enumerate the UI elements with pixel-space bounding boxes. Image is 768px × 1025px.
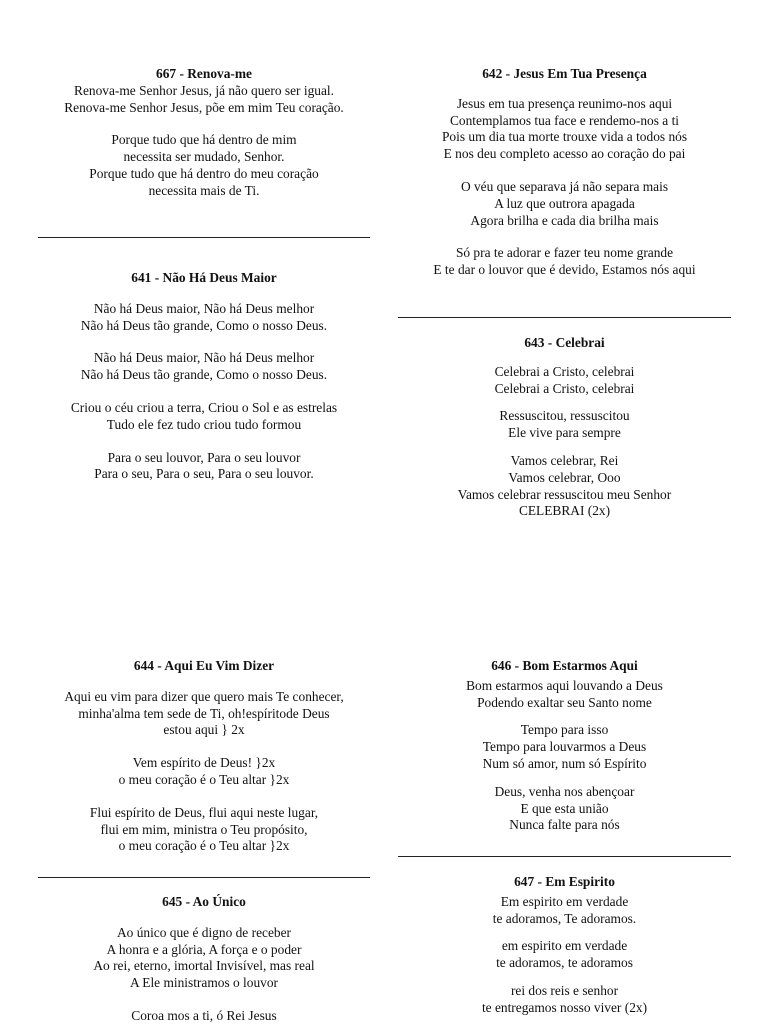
lyric-line: Ele vive para sempre <box>508 425 621 441</box>
lyric-line: E te dar o louvor que é devido, Estamos nós aqui <box>433 262 696 278</box>
lyric-line: te entregamos nosso viver (2x) <box>481 999 648 1015</box>
stanza <box>38 83 370 117</box>
lyric-line: A Ele ministramos o louvor <box>129 975 279 991</box>
lyric-line: Tempo para louvarmos a Deus <box>482 739 647 755</box>
lyric-line: CELEBRAI (2x) <box>518 503 611 519</box>
stanza <box>398 453 731 520</box>
stanza <box>38 450 370 484</box>
song-643 <box>398 335 731 520</box>
song-title: 646 - Bom Estarmos Aqui <box>491 658 638 673</box>
lyric-line: Porque tudo que há dentro do meu coração <box>89 165 319 181</box>
song-641 <box>38 270 370 483</box>
lyric-line: Deus, venha nos abençoar <box>494 783 635 799</box>
divider <box>398 856 731 857</box>
lyric-line: o meu coração é o Teu altar }2x <box>118 838 290 854</box>
song-645 <box>38 894 370 1025</box>
song-644 <box>38 658 370 855</box>
stanza <box>398 96 731 163</box>
left-column <box>38 0 370 1024</box>
stanza <box>398 245 731 279</box>
stanza <box>398 179 731 229</box>
lyric-line: Renova-me Senhor Jesus, põe em mim Teu coração. <box>64 99 344 115</box>
lyric-line: em espirito em verdade <box>501 938 628 954</box>
lyric-line: Coroa mos a ti, ó Rei Jesus <box>131 1007 277 1023</box>
stanza <box>38 350 370 384</box>
stanza <box>38 689 370 739</box>
song-642 <box>398 66 731 279</box>
lyric-line: minha'alma tem sede de Ti, oh!espíritode Deus <box>78 705 330 721</box>
lyric-line: Vamos celebrar ressuscitou meu Senhor <box>457 486 672 502</box>
lyric-line: Ressuscitou, ressuscitou <box>499 408 630 424</box>
lyric-line: Não há Deus tão grande, Como o nosso Deus. <box>80 317 328 333</box>
lyric-line: O véu que separava já não separa mais <box>460 178 669 194</box>
stanza <box>38 755 370 789</box>
stanza <box>398 983 731 1017</box>
lyric-line: Só pra te adorar e fazer teu nome grande <box>455 245 674 261</box>
stanza <box>398 894 731 928</box>
lyric-line: Renova-me Senhor Jesus, já não quero ser igual. <box>74 82 334 98</box>
lyric-line: A luz que outrora apagada <box>494 195 635 211</box>
lyric-line: Celebrai a Cristo, celebrai <box>494 380 635 396</box>
stanza <box>38 805 370 855</box>
stanza <box>398 408 731 442</box>
lyric-line: Ao rei, eterno, imortal Invisível, mas real <box>93 958 315 974</box>
lyric-line: Não há Deus tão grande, Como o nosso Deus. <box>80 367 328 383</box>
lyric-line: Não há Deus maior, Não há Deus melhor <box>93 300 315 316</box>
lyric-line: rei dos reis e senhor <box>510 982 619 998</box>
lyric-line: E nos deu completo acesso ao coração do pai <box>443 146 686 162</box>
lyric-line: Aqui eu vim para dizer que quero mais Te conhecer, <box>64 688 344 704</box>
stanza <box>398 722 731 772</box>
lyric-line: Agora brilha e cada dia brilha mais <box>470 212 659 228</box>
lyric-line: estou aqui } 2x <box>163 722 245 738</box>
song-title: 641 - Não Há Deus Maior <box>131 270 277 285</box>
lyric-line: Vem espírito de Deus! }2x <box>132 755 276 771</box>
lyric-line: Para o seu louvor, Para o seu louvor <box>107 449 301 465</box>
song-title: 647 - Em Espirito <box>514 874 615 889</box>
song-667 <box>38 66 370 200</box>
lyric-line: te adoramos, Te adoramos. <box>492 910 637 926</box>
divider <box>38 237 370 238</box>
lyric-line: Criou o céu criou a terra, Criou o Sol e as estrelas <box>70 399 338 415</box>
lyric-line: necessita mais de Ti. <box>148 182 260 198</box>
song-646 <box>398 658 731 834</box>
stanza <box>398 938 731 972</box>
stanza <box>38 1008 370 1025</box>
lyric-line: Vamos celebrar, Rei <box>510 452 619 468</box>
song-title: 667 - Renova-me <box>156 66 252 81</box>
lyric-line: Vamos celebrar, Ooo <box>508 469 621 485</box>
stanza <box>398 364 731 398</box>
stanza <box>38 400 370 434</box>
stanza <box>38 925 370 992</box>
song-title: 645 - Ao Único <box>162 894 246 909</box>
song-title: 643 - Celebrai <box>524 335 605 350</box>
song-title: 644 - Aqui Eu Vim Dizer <box>133 658 275 673</box>
lyric-line: Ao único que é digno de receber <box>116 924 291 940</box>
lyric-line: Em espirito em verdade <box>500 893 629 909</box>
lyric-line: flui em mim, ministra o Teu propósito, <box>100 821 308 837</box>
lyric-line: Porque tudo que há dentro de mim <box>111 132 297 148</box>
lyric-line: E que esta união <box>520 800 609 816</box>
lyric-line: te adoramos, te adoramos <box>496 955 633 971</box>
song-647 <box>398 874 731 1017</box>
lyric-line: Num só amor, num só Espírito <box>482 755 647 771</box>
lyric-line: Jesus em tua presença reunimo-nos aqui <box>456 95 673 111</box>
lyric-line: Celebrai a Cristo, celebrai <box>494 363 635 379</box>
lyric-line: Não há Deus maior, Não há Deus melhor <box>93 350 315 366</box>
divider <box>38 877 370 878</box>
lyric-line: Nunca falte para nós <box>509 817 620 833</box>
song-title: 642 - Jesus Em Tua Presença <box>482 66 647 81</box>
lyric-line: Podendo exaltar seu Santo nome <box>477 694 652 710</box>
lyric-line: Para o seu, Para o seu, Para o seu louvor. <box>94 466 314 482</box>
stanza <box>398 784 731 834</box>
stanza <box>38 301 370 335</box>
lyric-line: Pois um dia tua morte trouxe vida a todos nós <box>441 129 688 145</box>
lyric-line: Flui espírito de Deus, flui aqui neste lugar, <box>89 804 319 820</box>
stanza <box>38 132 370 199</box>
lyric-line: Bom estarmos aqui louvando a Deus <box>466 677 663 693</box>
lyric-line: o meu coração é o Teu altar }2x <box>118 771 290 787</box>
stanza <box>398 678 731 712</box>
right-column <box>398 0 731 1024</box>
lyric-line: Tudo ele fez tudo criou tudo formou <box>106 416 302 432</box>
lyric-line: Tempo para isso <box>520 722 609 738</box>
lyric-line: Contemplamos tua face e rendemo-nos a ti <box>449 112 680 128</box>
divider <box>398 317 731 318</box>
lyric-line: A honra e a glória, A força e o poder <box>106 941 302 957</box>
lyric-line: necessita ser mudado, Senhor. <box>123 149 285 165</box>
